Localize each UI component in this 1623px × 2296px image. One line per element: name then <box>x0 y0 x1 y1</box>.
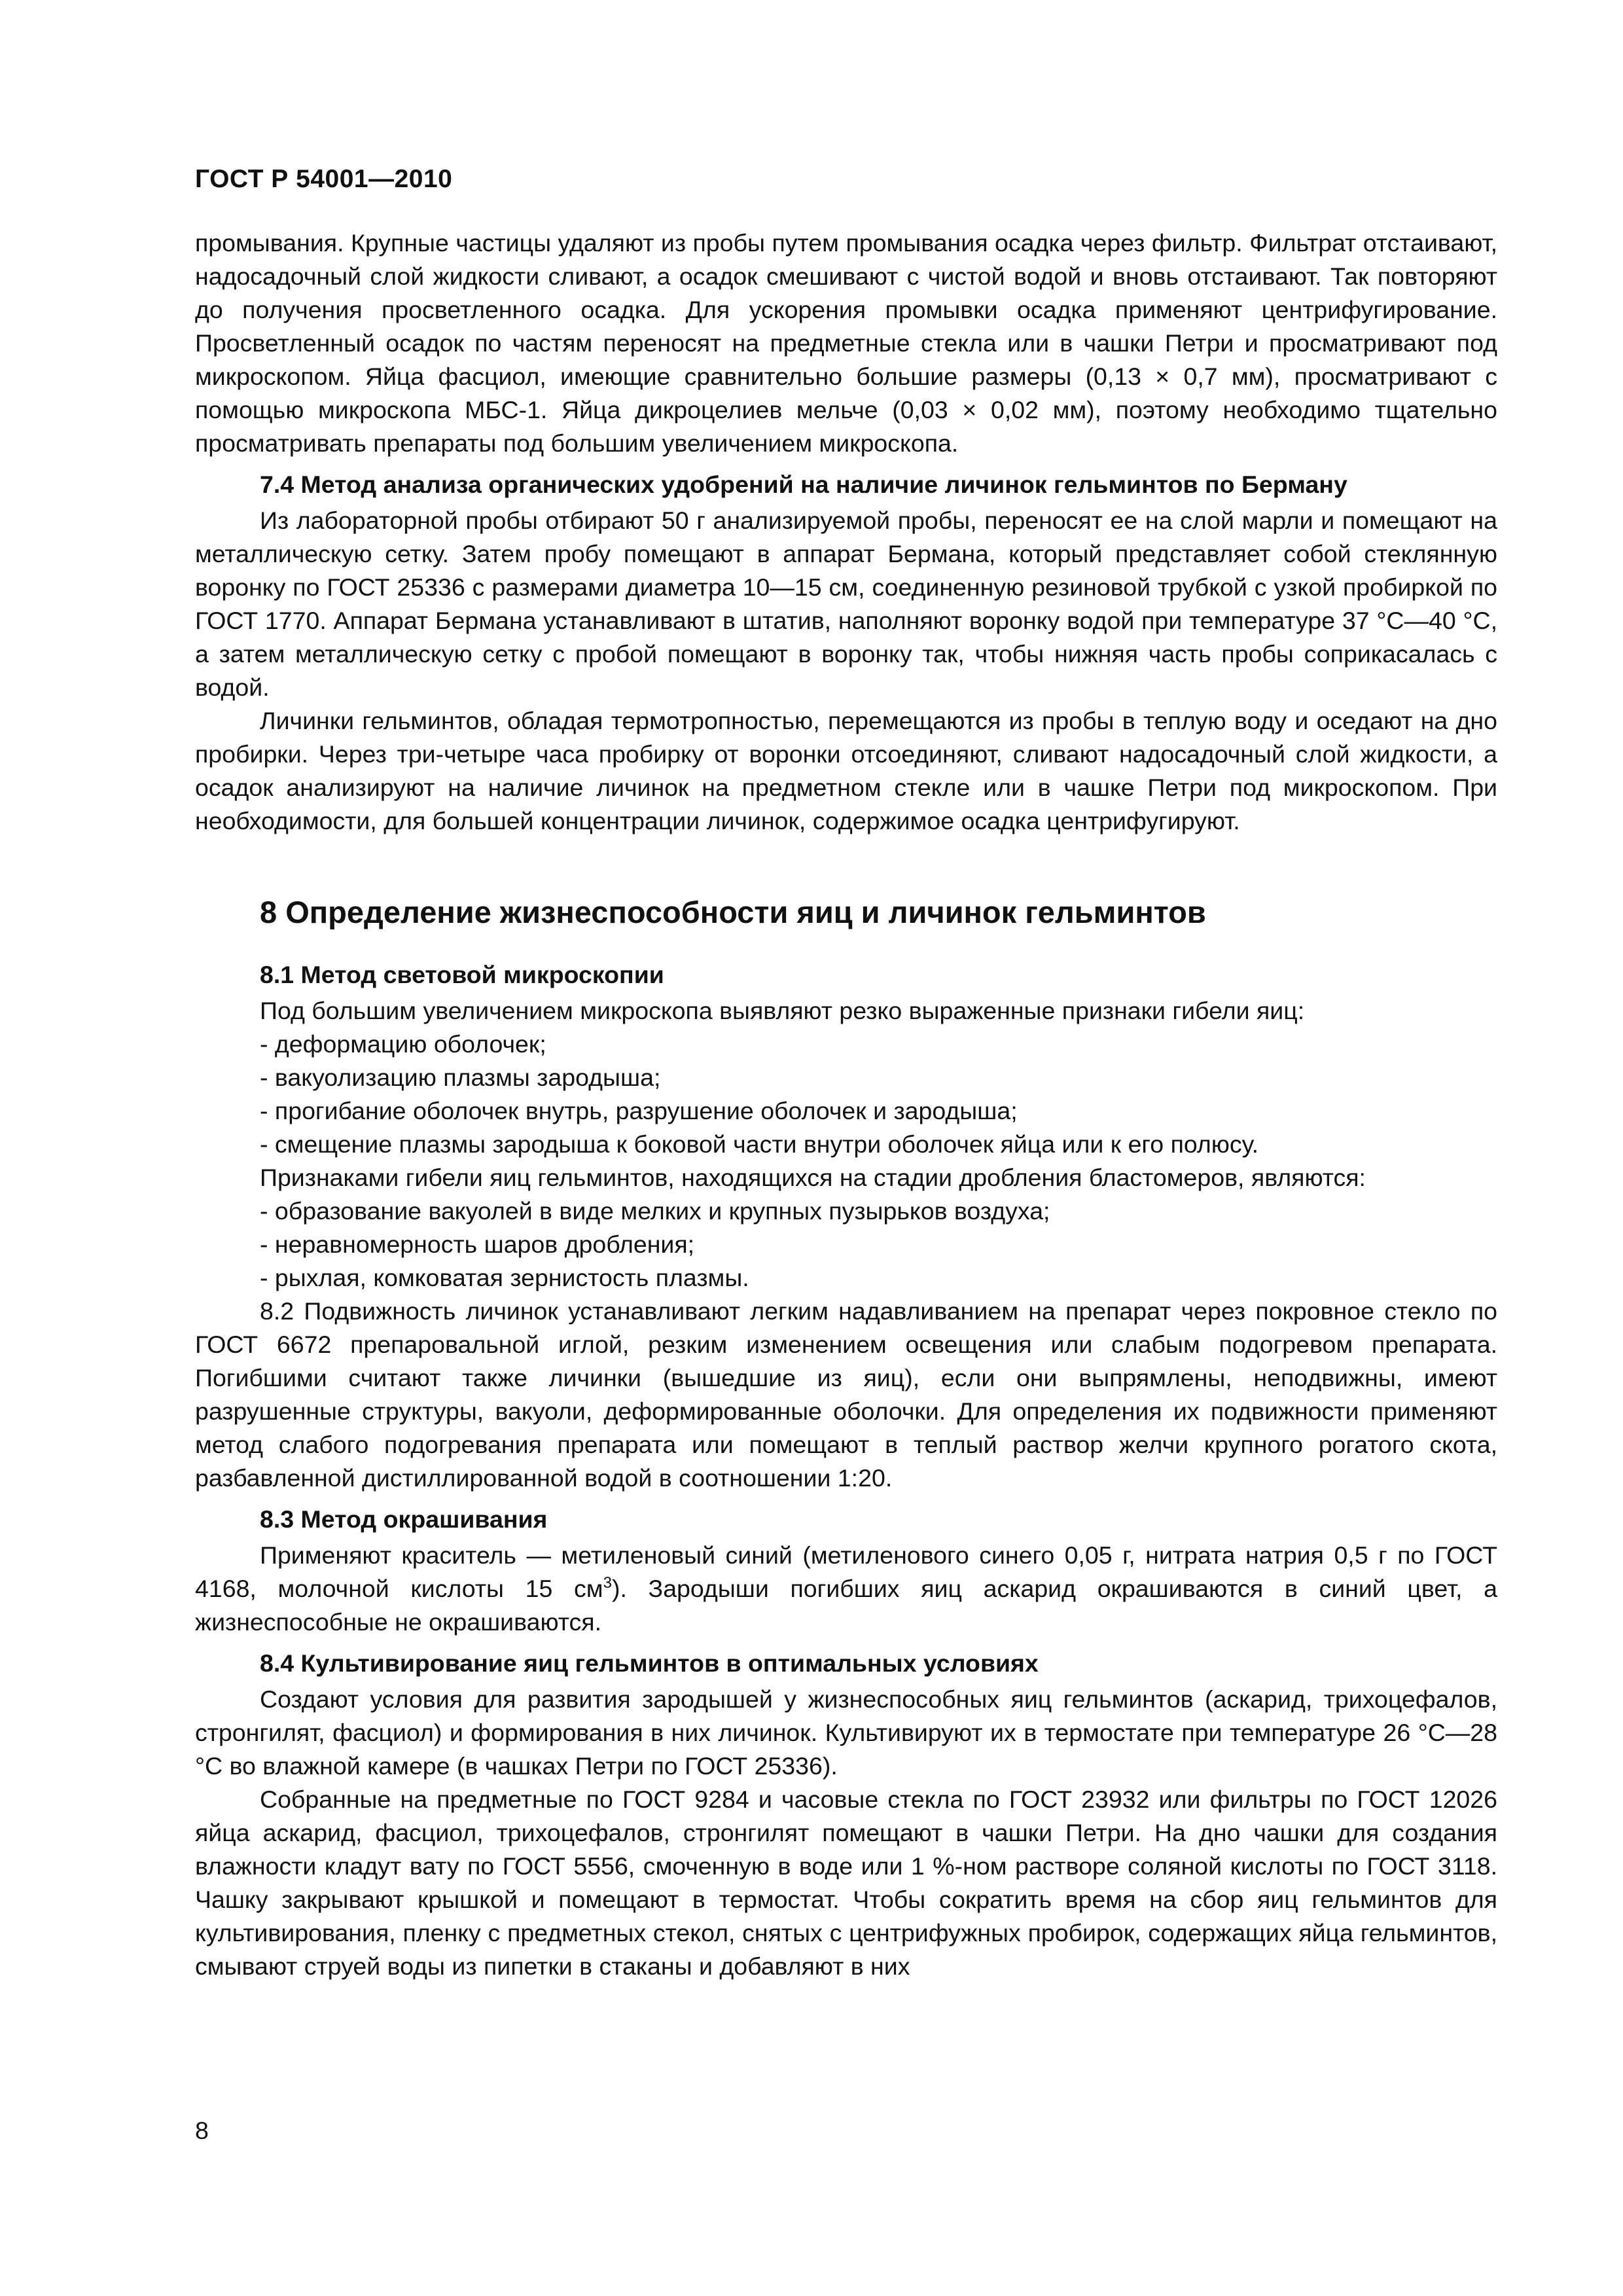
section-8-4-paragraph-2: Собранные на предметные по ГОСТ 9284 и часовые стекла по ГОСТ 23932 или фильтры по ГОСТ 12026 яйца аскарид, фасциол, трихоцефалов, стронгилят помещают в чашки Петри. На дно чашки для создания влажности кладут вату по ГОСТ 5556, смоченную в воде или 1 %-ном растворе соляной кислоты по ГОСТ 3118. Чашку закрывают крышкой и помещают в термостат. Чтобы сократить время на сбор яиц гельминтов для культивирования, пленку с предметных стекол, снятых с центрифужных пробирок, содержащих яйца гельминтов, смывают струей воды из пипетки в стаканы и добавляют в них <box>195 1785 1497 1980</box>
section-8-heading: 8 Определение жизнеспособности яиц и личинок гельминтов <box>260 895 1206 929</box>
list-item: - вакуолизацию плазмы зародыша; <box>260 1064 661 1091</box>
section-8-2-paragraph: 8.2 Подвижность личинок устанавливают легким надавливанием на препарат через покровное стекло по ГОСТ 6672 препаровальной иглой, резким изменением освещения или слабым подогревом препарата. Погибшими считают также личинки (вышедшие из яиц), если они выпрямлены, неподвижны, имеют разрушенные структуры, вакуоли, деформированные оболочки. Для определения их подвижности применяют метод слабого подогревания препарата или помещают в теплый раствор желчи крупного рогатого скота, разбавленной дистиллированной водой в соотношении 1:20. <box>195 1297 1497 1492</box>
section-7-4-paragraph-1: Из лабораторной пробы отбирают 50 г анализируемой пробы, переносят ее на слой марли и помещают на металлическую сетку. Затем пробу помещают в аппарат Бермана, который представляет собой стеклянную воронку по ГОСТ 25336 с размерами диаметра 10—15 см, соединенную резиновой трубкой с узкой пробиркой по ГОСТ 1770. Аппарат Бермана устанавливают в штатив, наполняют воронку водой при температуре 37 °С—40 °С, а затем металлическую сетку с пробой помещают в воронку так, чтобы нижняя часть пробы соприкасалась с водой. <box>195 507 1497 701</box>
section-7-4-paragraph-2: Личинки гельминтов, обладая термотропностью, перемещаются из пробы в теплую воду и оседают на дно пробирки. Через три-четыре часа пробирку от воронки отсоединяют, сливают надосадочный слой жидкости, а осадок анализируют на наличие личинок на предметном стекле или в чашке Петри под микроскопом. При необходимости, для большей концентрации личинок, содержимое осадка центрифугируют. <box>195 707 1497 834</box>
section-7-4-heading: 7.4 Метод анализа органических удобрений на наличие личинок гельминтов по Берману <box>260 471 1347 498</box>
section-8-3-text-a: Применяют краситель — метиленовый синий (метиленового синего 0,05 г, нитрата натрия 0,5 г по ГОСТ 4168, молочной кислоты 15 см <box>195 1541 1497 1602</box>
page-number: 8 <box>195 2117 209 2144</box>
section-8-3-text-b: ). Зародыши погибших яиц аскарид окрашиваются в синий цвет, а жизнеспособные не окрашиваются. <box>195 1575 1498 1636</box>
superscript-three: 3 <box>603 1574 612 1592</box>
list-item: - смещение плазмы зародыша к боковой части внутри оболочек яйца или к его полюсу. <box>260 1130 1259 1158</box>
list-item: - неравномерность шаров дробления; <box>260 1230 695 1258</box>
section-8-1-intro-b: Признаками гибели яиц гельминтов, находящихся на стадии дробления бластомеров, являются: <box>260 1164 1366 1191</box>
document-body <box>195 226 1497 1983</box>
section-8-4-heading: 8.4 Культивирование яиц гельминтов в оптимальных условиях <box>260 1649 1039 1677</box>
section-8-3-paragraph <box>195 1539 1497 1639</box>
standard-header: ГОСТ Р 54001—2010 <box>195 165 453 193</box>
intro-paragraph: промывания. Крупные частицы удаляют из пробы путем промывания осадка через фильтр. Фильтрат отстаивают, надосадочный слой жидкости сливают, а осадок смешивают с чистой водой и вновь отстаивают. Так повторяют до получения просветленного осадка. Для ускорения промывки осадка применяют центрифугирование. Просветленный осадок по частям переносят на предметные стекла или в чашки Петри и просматривают под микроскопом. Яйца фасциол, имеющие сравнительно большие размеры (0,13 × 0,7 мм), просматривают с помощью микроскопа МБС-1. Яйца дикроцелиев мельче (0,03 × 0,02 мм), поэтому необходимо тщательно просматривать препараты под большим увеличением микроскопа. <box>195 229 1497 457</box>
list-item: - прогибание оболочек внутрь, разрушение оболочек и зародыша; <box>260 1097 1018 1124</box>
list-item: - деформацию оболочек; <box>260 1030 546 1058</box>
section-8-3-heading: 8.3 Метод окрашивания <box>260 1505 548 1533</box>
section-8-4-paragraph-1: Создают условия для развития зародышей у жизнеспособных яиц гельминтов (аскарид, трихоцефалов, стронгилят, фасциол) и формирования в них личинок. Культивируют их в термостате при температуре 26 °С—28 °С во влажной камере (в чашках Петри по ГОСТ 25336). <box>195 1685 1497 1780</box>
list-item: - рыхлая, комковатая зернистость плазмы. <box>260 1264 749 1291</box>
section-8-1-intro: Под большим увеличением микроскопа выявляют резко выраженные признаки гибели яиц: <box>260 997 1305 1024</box>
section-8-1-heading: 8.1 Метод световой микроскопии <box>260 961 664 988</box>
list-item: - образование вакуолей в виде мелких и крупных пузырьков воздуха; <box>260 1197 1050 1225</box>
